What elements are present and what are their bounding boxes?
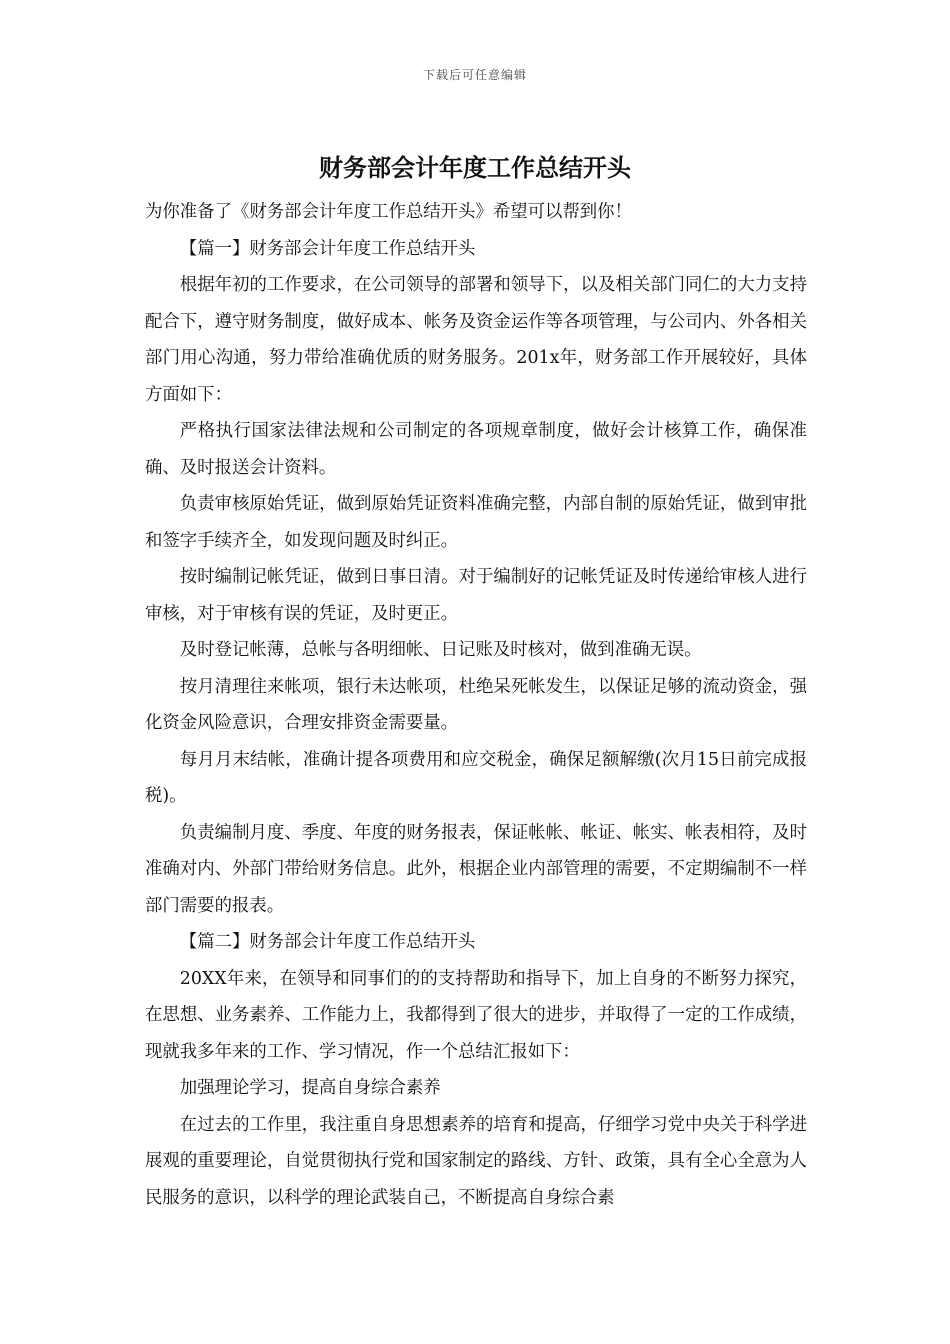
body-paragraph: 负责审核原始凭证，做到原始凭证资料准确完整，内部自制的原始凭证，做到审批和签字手续齐全，如发现问题及时纠正。 (145, 494, 807, 551)
body-paragraph: 每月月末结帐，准确计提各项费用和应交税金，确保足额解缴(次月15日前完成报税)。 (145, 749, 807, 806)
body-paragraph: 【篇二】财务部会计年度工作总结开头 (179, 932, 476, 952)
body-paragraph: 加强理论学习，提高自身综合素养 (179, 1078, 441, 1098)
body-paragraph: 严格执行国家法律法规和公司制定的各项规章制度，做好会计核算工作，确保准确、及时报送会计资料。 (145, 421, 807, 478)
body-paragraph: 在过去的工作里，我注重自身思想素养的培育和提高，仔细学习党中央关于科学进展观的重要理论，自觉贯彻执行党和国家制定的路线、方针、政策，具有全心全意为人民服务的意识，以科学的理论武装自己，不断提高自身综合素 (145, 1114, 807, 1208)
body-paragraph: 【篇一】财务部会计年度工作总结开头 (179, 238, 476, 259)
body-paragraph: 根据年初的工作要求，在公司领导的部署和领导下，以及相关部门同仁的大力支持配合下，遵守财务制度，做好成本、帐务及资金运作等各项管理，与公司内、外各相关部门用心沟通，努力带给准确优质的财务服务。201x年，财务部工作开展较好，具体方面如下： (145, 275, 807, 405)
header-note: 下载后可任意编辑 (422, 68, 527, 82)
document-title: 财务部会计年度工作总结开头 (319, 153, 631, 182)
body-paragraph: 按月清理往来帐项，银行未达帐项，杜绝呆死帐发生，以保证足够的流动资金，强化资金风险意识，合理安排资金需要量。 (145, 676, 807, 733)
body-paragraph: 及时登记帐薄，总帐与各明细帐、日记账及时核对，做到准确无误。 (179, 640, 702, 660)
body-paragraph: 负责编制月度、季度、年度的财务报表，保证帐帐、帐证、帐实、帐表相符，及时准确对内、外部门带给财务信息。此外，根据企业内部管理的需要，不定期编制不一样部门需要的报表。 (145, 822, 807, 916)
body-paragraph: 按时编制记帐凭证，做到日事日清。对于编制好的记帐凭证及时传递给审核人进行审核，对于审核有误的凭证，及时更正。 (145, 567, 807, 624)
body-paragraph: 为你准备了《财务部会计年度工作总结开头》希望可以帮到你！ (145, 202, 632, 222)
body-paragraph: 20XX年来，在领导和同事们的的支持帮助和指导下，加上自身的不断努力探究，在思想、业务素养、工作能力上，我都得到了很大的进步，并取得了一定的工作成绩，现就我多年来的工作、学习情况，作一个总结汇报如下： (145, 968, 807, 1062)
document-body (145, 194, 807, 1216)
